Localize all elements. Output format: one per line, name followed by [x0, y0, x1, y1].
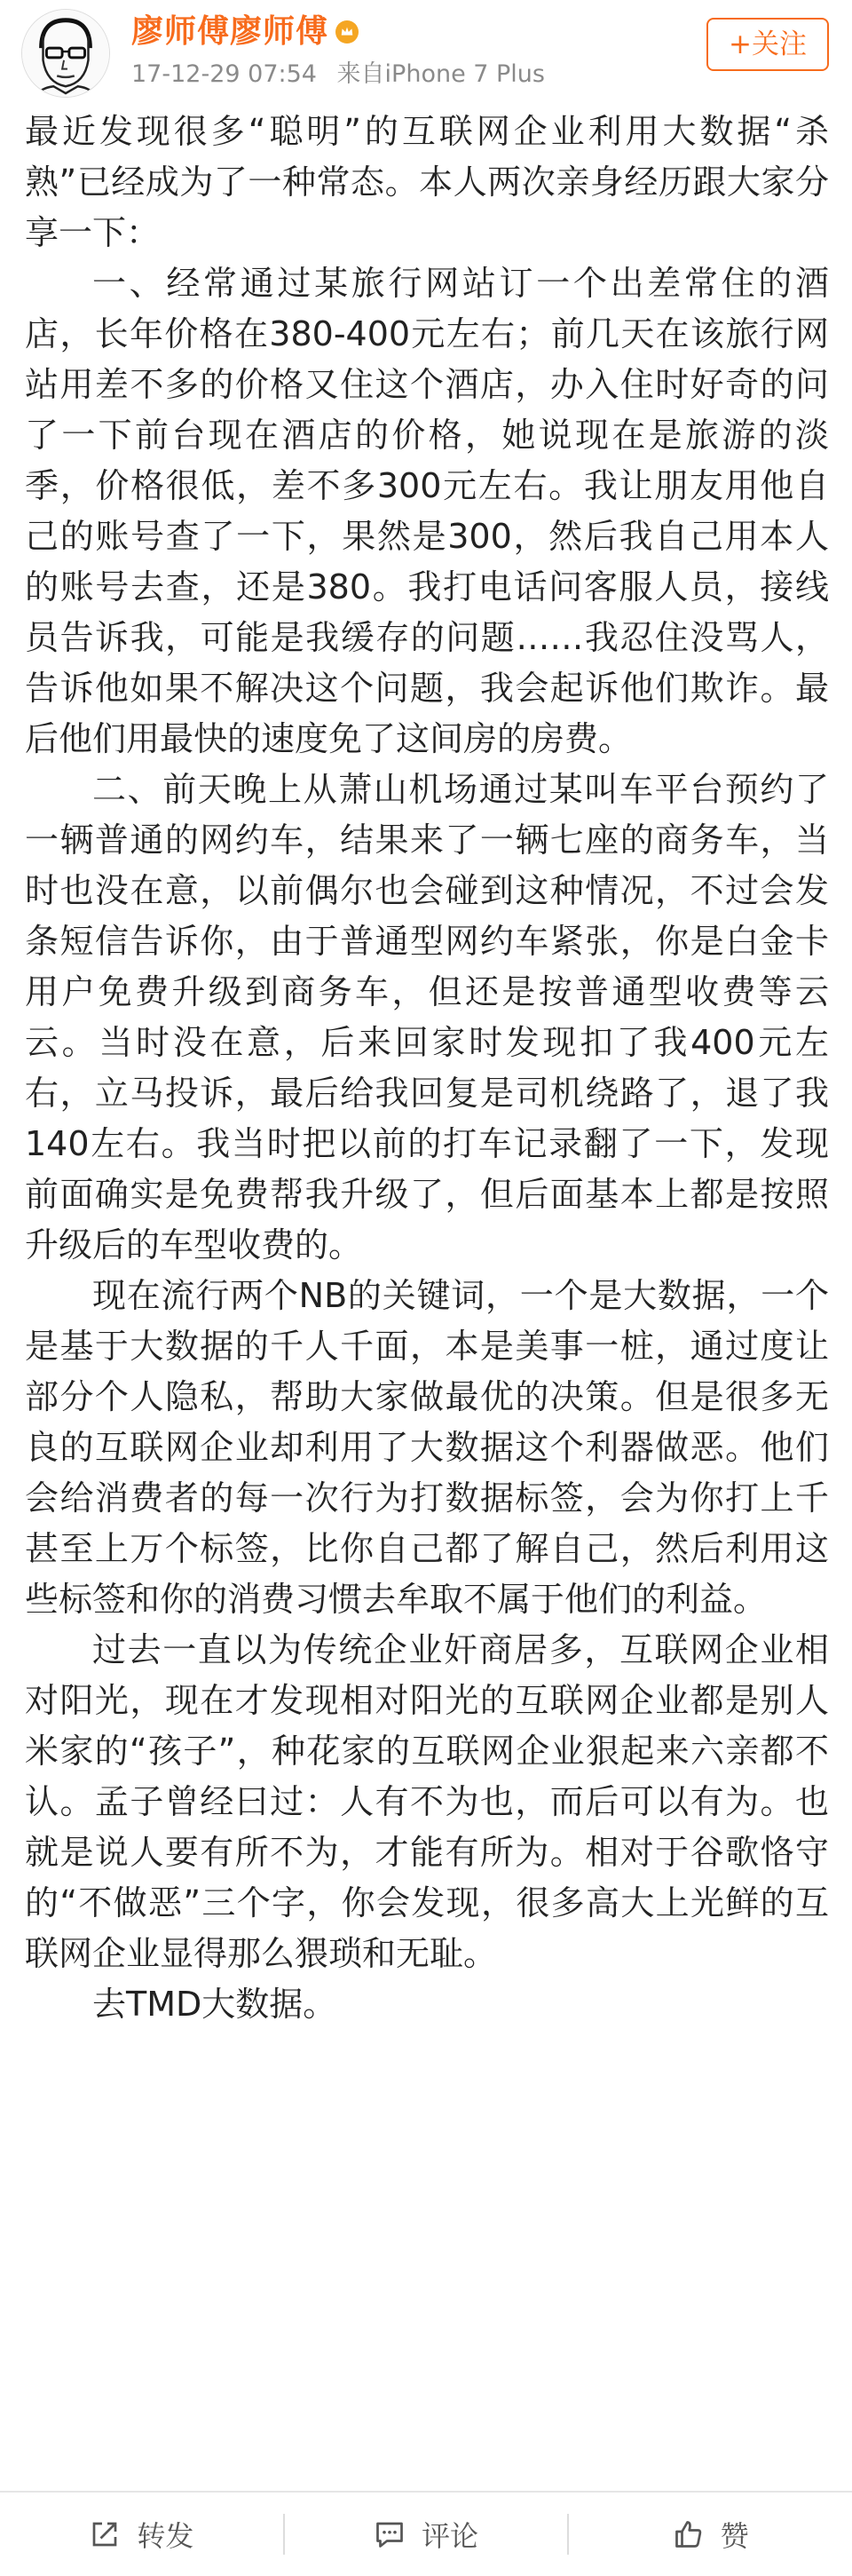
post-source: 来自iPhone 7 Plus [336, 60, 545, 88]
post-body [25, 107, 829, 2030]
action-toolbar [0, 2491, 852, 2576]
post-paragraph: 最近发现很多“聪明”的互联网企业利用大数据“杀熟”已经成为了一种常态。本人两次亲身经历跟大家分享一下： [25, 112, 829, 252]
user-name[interactable]: 廖师傅廖师傅 [131, 13, 329, 50]
post-timestamp: 17-12-29 07:54 [131, 60, 317, 88]
follow-button[interactable]: +关注 [706, 18, 829, 71]
post-paragraph: 二、前天晚上从萧山机场通过某叫车平台预约了一辆普通的网约车，结果来了一辆七座的商务车，当时也没在意，以前偶尔也会碰到这种情况，不过会发条短信告诉你，由于普通型网约车紧张，你是白金卡用户免费升级到商务车，但还是按普通型收费等云云。当时没在意，后来回家时发现扣了我400元左右，立马投诉，最后给我回复是司机绕路了，退了我140左右。我当时把以前的打车记录翻了一下，发现前面确实是免费帮我升级了，但后面基本上都是按照升级后的车型收费的。 [25, 770, 829, 1264]
user-name-row [131, 11, 359, 53]
post-paragraph: 现在流行两个NB的关键词，一个是大数据，一个是基于大数据的千人千面，本是美事一桩，通过度让部分个人隐私，帮助大家做最优的决策。但是很多无良的互联网企业却利用了大数据这个利器做恶。他们会给消费者的每一次行为打数据标签，会为你打上千甚至上万个标签，比你自己都了解自己，然后利用这些标签和你的消费习惯去牟取不属于他们的利益。 [25, 1276, 829, 1619]
post-paragraph: 过去一直以为传统企业奸商居多，互联网企业相对阳光，现在才发现相对阳光的互联网企业都是别人米家的“孩子”，种花家的互联网企业狠起来六亲都不认。孟子曾经曰过：人有不为也，而后可以有为。也就是说人要有所不为，才能有所为。相对于谷歌恪守的“不做恶”三个字，你会发现，很多高大上光鲜的互联网企业显得那么猥琐和无耻。 [25, 1630, 829, 1973]
share-out-icon [89, 2518, 121, 2550]
post-meta [131, 59, 545, 91]
post-paragraph: 去TMD大数据。 [92, 1985, 337, 2024]
comment-label: 评论 [422, 2519, 479, 2553]
post-header [0, 0, 852, 105]
vip-crown-icon [335, 20, 359, 44]
repost-label: 转发 [137, 2519, 194, 2553]
speech-bubble-icon [374, 2518, 406, 2550]
post-paragraph: 一、经常通过某旅行网站订一个出差常住的酒店，长年价格在380-400元左右；前几天在该旅行网站用差不多的价格又住这个酒店，办入住时好奇的问了一下前台现在酒店的价格，她说现在是旅游的淡季，价格很低，差不多300元左右。我让朋友用他自己的账号查了一下，果然是300，然后我自己用本人的账号去查，还是380。我打电话问客服人员，接线员告诉我，可能是我缓存的问题……我忍住没骂人，告诉他如果不解决这个问题，我会起诉他们欺诈。最后他们用最快的速度免了这间房的房费。 [25, 264, 829, 758]
like-button[interactable] [569, 2493, 852, 2576]
thumbs-up-icon [673, 2518, 705, 2550]
comment-button[interactable] [285, 2493, 568, 2576]
repost-button[interactable] [0, 2493, 283, 2576]
avatar[interactable] [21, 9, 110, 98]
sketch-portrait-icon [22, 10, 109, 97]
like-label: 赞 [720, 2519, 749, 2553]
